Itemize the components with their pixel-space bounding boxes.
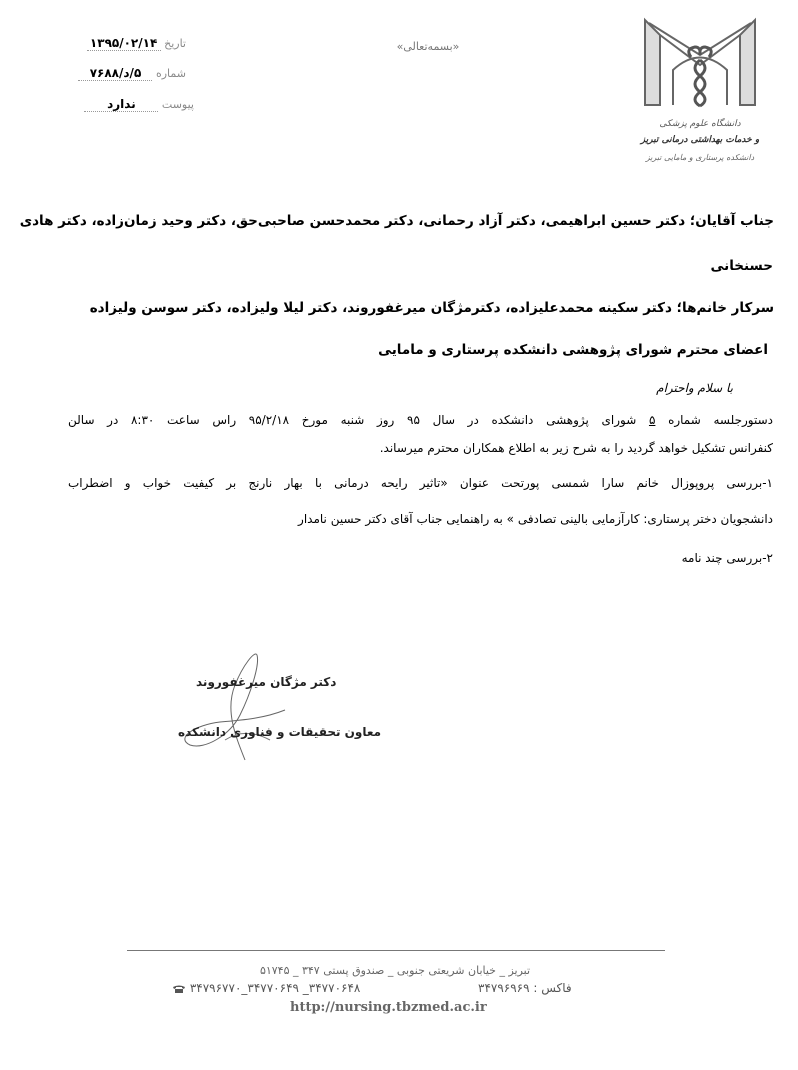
signatory-name: دکتر مژگان میرغفوروند (196, 675, 337, 689)
logo-line-1: دانشگاه علوم پزشکی (659, 119, 741, 129)
phone-numbers: ۳۴۷۷۰۶۴۸_ ۳۴۷۷۰۶۴۹_۳۴۷۹۶۷۷۰ (189, 981, 361, 995)
attachment-value: ندارد (84, 97, 158, 112)
agenda-text-pre: دستورجلسه شماره (655, 413, 773, 427)
signatory-title: معاون تحقیقات و فناوری دانشکده (178, 725, 382, 739)
agenda-paragraph-line-1 (68, 413, 773, 427)
agenda-paragraph-line-2: کنفرانس تشکیل خواهد گردید را به شرح زیر به اطلاع همکاران محترم میرساند. (379, 441, 773, 455)
agenda-item-1-line-1: ۱-بررسی پروپوزال خانم سارا شمسی پورتحت عنوان «تاثیر رایحه درمانی با بهار نارنج بر کیفیت خواب و اضطراب (68, 476, 773, 490)
recipients-men-continued: حسنخانی (710, 258, 773, 274)
greeting: با سلام واحترام (656, 381, 733, 395)
fax-number: ۳۴۷۹۶۹۶۹ (478, 981, 530, 995)
agenda-text-post: شورای پژوهشی دانشکده در سال ۹۵ روز شنبه مورخ ۹۵/۲/۱۸ راس ساعت ۸:۳۰ در سالن (68, 413, 649, 427)
logo-line-2: و خدمات بهداشتی درمانی تبریز (640, 135, 760, 145)
session-number: ۵ (648, 413, 656, 427)
fax-label: فاکس : (533, 981, 572, 995)
agenda-item-2: ۲-بررسی چند نامه (681, 551, 773, 565)
page-heading: «بسمه‌تعالی» (396, 40, 460, 53)
telephone-icon (172, 984, 186, 994)
agenda-item-1-line-2: دانشجویان دختر پرستاری: کارآزمایی بالینی تصادفی » به راهنمایی جناب آقای دکتر حسین نامدار (298, 512, 773, 526)
logo-line-3: دانشکده پرستاری و مامایی تبریز (645, 153, 755, 162)
handwritten-signature (165, 640, 315, 770)
university-logo (625, 15, 775, 175)
number-label: شماره (155, 67, 186, 80)
attachment-label: پیوست (161, 98, 194, 111)
website-link[interactable]: http://nursing.tbzmed.ac.ir (290, 1000, 487, 1015)
footer-phones (172, 981, 360, 995)
date-value: ۱۳۹۵/۰۲/۱۴ (87, 36, 161, 51)
date-label: تاریخ (164, 37, 186, 50)
book-emblem-icon (625, 15, 775, 115)
recipients-women: سرکار خانم‌ها؛ دکتر سکینه محمدعلیزاده، دکترمژگان میرغفوروند، دکتر لیلا ولیزاده، دکتر سوسن ولیزاده (89, 300, 774, 316)
attachment-field (84, 97, 194, 112)
number-value: ۵/د/۷۶۸۸ (78, 66, 152, 81)
footer-fax (478, 981, 572, 995)
recipients-members: اعضای محترم شورای پژوهشی دانشکده پرستاری و مامایی (378, 342, 768, 358)
recipients-men: جناب آقایان؛ دکتر حسین ابراهیمی، دکتر آزاد رحمانی، دکتر محمدحسن صاحبی‌حق، دکتر وحید زمان‌زاده، دکتر هادی (19, 213, 774, 229)
number-field (78, 66, 186, 81)
footer-address: تبریز _ خیابان شریعتی جنوبی _ صندوق پستی ۳۴۷ _ ۵۱۷۴۵ (259, 964, 531, 977)
footer-divider (127, 950, 665, 951)
date-field (87, 36, 186, 51)
